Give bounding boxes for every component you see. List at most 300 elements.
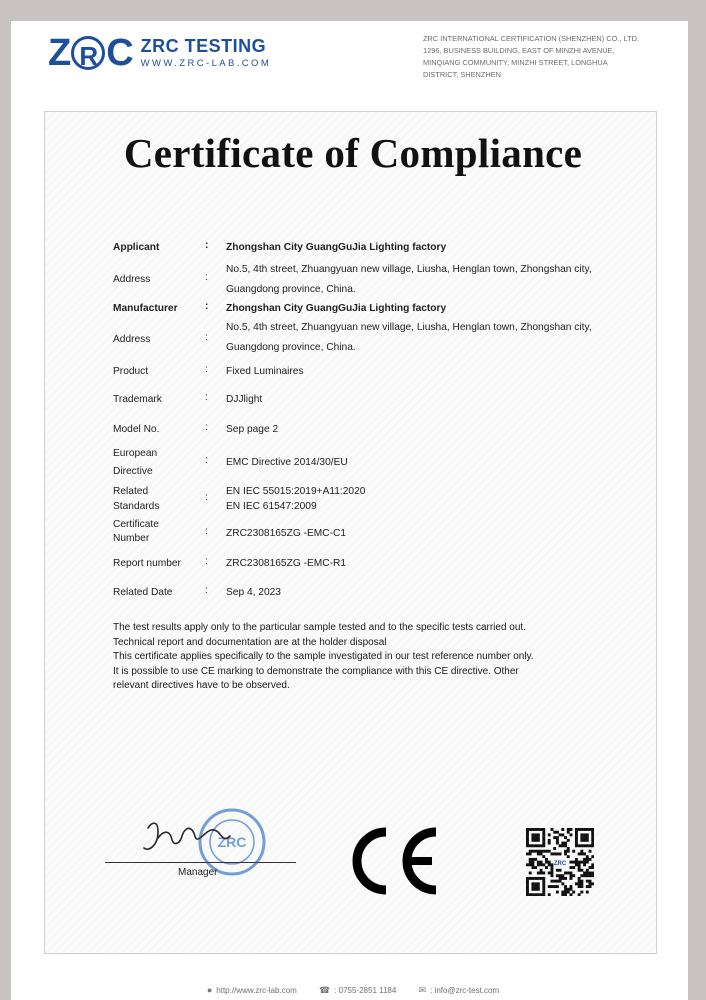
qr-module <box>575 833 578 836</box>
qr-module <box>572 850 575 853</box>
zrc-logo <box>48 31 271 75</box>
qr-module <box>556 891 559 894</box>
qr-module <box>561 882 564 885</box>
qr-module <box>570 893 573 896</box>
qr-module <box>534 836 537 839</box>
qr-module <box>575 858 578 861</box>
qr-module <box>580 882 583 885</box>
qr-module <box>578 852 581 855</box>
directive-value: EMC Directive 2014/30/EU <box>226 457 348 468</box>
qr-module <box>559 833 562 836</box>
qr-module <box>580 833 583 836</box>
qr-module <box>591 833 594 836</box>
qr-module <box>570 866 573 869</box>
qr-module <box>591 863 594 866</box>
certificate-number-label-line: Number <box>113 533 150 544</box>
qr-module <box>578 869 581 872</box>
qr-module <box>531 858 534 861</box>
footer-website <box>207 986 297 995</box>
certificate-number-label-line: Certificate <box>113 519 159 530</box>
applicant-label: Applicant <box>113 242 160 253</box>
qr-module <box>553 880 556 883</box>
qr-module <box>526 828 529 831</box>
company-line: ZRC INTERNATIONAL CERTIFICATION (SHENZHEN) CO., LTD. <box>423 34 639 43</box>
qr-module <box>531 863 534 866</box>
qr-module <box>583 833 586 836</box>
qr-module <box>537 885 540 888</box>
qr-module <box>591 866 594 869</box>
qr-module <box>586 828 589 831</box>
note-line: The test results apply only to the particular sample tested and to the specific tests carried out. <box>113 622 526 633</box>
phone-icon: ☎ <box>318 985 331 995</box>
qr-module <box>570 877 573 880</box>
qr-module <box>561 828 564 831</box>
footer-email <box>419 986 500 995</box>
qr-module <box>567 850 570 853</box>
brand-site: WWW.ZRC-LAB.COM <box>140 58 272 69</box>
qr-module <box>578 885 581 888</box>
qr-module <box>531 836 534 839</box>
qr-module <box>542 831 545 834</box>
qr-module <box>578 877 581 880</box>
qr-module <box>578 882 581 885</box>
qr-module <box>580 861 583 864</box>
qr-module <box>548 872 551 875</box>
qr-module <box>575 828 578 831</box>
qr-module <box>586 861 589 864</box>
qr-module <box>561 844 564 847</box>
qr-module <box>586 891 589 894</box>
qr-module <box>540 877 543 880</box>
qr-module <box>534 877 537 880</box>
qr-module <box>542 882 545 885</box>
phone-text: : 0755-2851 1184 <box>334 986 397 995</box>
report-number-value: ZRC2308165ZG -EMC-R1 <box>226 558 347 569</box>
brand-name: ZRC TESTING <box>140 36 267 56</box>
qr-module <box>575 861 578 864</box>
qr-module <box>548 861 551 864</box>
directive-label-line: Directive <box>113 466 153 477</box>
product-value: Fixed Luminaires <box>226 366 304 377</box>
address-label: Address <box>113 334 151 345</box>
qr-module <box>542 833 545 836</box>
qr-module <box>580 885 583 888</box>
qr-module <box>564 872 567 875</box>
signature-line <box>105 862 296 863</box>
qr-module <box>534 839 537 842</box>
qr-module <box>542 888 545 891</box>
website-text: http://www.zrc-lab.com <box>216 986 297 995</box>
qr-module <box>580 869 583 872</box>
qr-module <box>540 844 543 847</box>
qr-module <box>550 828 553 831</box>
qr-module <box>537 872 540 875</box>
qr-module <box>529 861 532 864</box>
report-number-label: Report number <box>113 558 181 569</box>
qr-module <box>567 891 570 894</box>
model-label: Model No. <box>113 424 160 435</box>
qr-module <box>564 842 567 845</box>
qr-module <box>567 872 570 875</box>
model-value: Sep page 2 <box>226 424 279 435</box>
qr-module <box>570 833 573 836</box>
qr-module <box>564 836 567 839</box>
qr-module <box>589 885 592 888</box>
company-address <box>423 33 649 81</box>
qr-module <box>586 855 589 858</box>
qr-module <box>570 828 573 831</box>
qr-module <box>578 861 581 864</box>
qr-module <box>580 852 583 855</box>
qr-module <box>531 893 534 896</box>
qr-module <box>580 874 583 877</box>
qr-module <box>578 828 581 831</box>
qr-module <box>540 869 543 872</box>
qr-module <box>564 852 567 855</box>
qr-module <box>526 877 529 880</box>
qr-module <box>575 839 578 842</box>
qr-module <box>542 828 545 831</box>
directive-label-line: European <box>113 448 158 459</box>
qr-module <box>531 850 534 853</box>
qr-module <box>534 885 537 888</box>
qr-module <box>531 877 534 880</box>
qr-module <box>526 836 529 839</box>
qr-module <box>531 828 534 831</box>
qr-module <box>529 858 532 861</box>
company-line: 1296, BUSINESS BUILDING, EAST OF MINZHI AVENUE, <box>423 46 615 55</box>
qr-module <box>540 893 543 896</box>
qr-module <box>550 872 553 875</box>
qr-module <box>561 877 564 880</box>
qr-module <box>583 874 586 877</box>
qr-module <box>529 850 532 853</box>
qr-module <box>531 882 534 885</box>
qr-module <box>559 869 562 872</box>
qr-module <box>567 847 570 850</box>
certificate-title: Certificate of Compliance <box>123 130 583 176</box>
qr-module <box>559 880 562 883</box>
certificate-number-label <box>113 518 203 546</box>
certificate-number-value: ZRC2308165ZG -EMC-C1 <box>226 528 347 539</box>
qr-module <box>526 882 529 885</box>
logo-letter-c: C <box>106 32 133 74</box>
qr-module <box>534 828 537 831</box>
qr-module <box>531 866 534 869</box>
standard-item: EN IEC 55015:2019+A11:2020 <box>226 486 366 497</box>
qr-module <box>575 882 578 885</box>
qr-module <box>564 893 567 896</box>
qr-module <box>542 872 545 875</box>
qr-module <box>591 828 594 831</box>
qr-module <box>526 863 529 866</box>
qr-module <box>580 836 583 839</box>
qr-module <box>564 850 567 853</box>
qr-module <box>537 888 540 891</box>
address-line: Guangdong province, China. <box>226 342 356 353</box>
qr-module <box>559 874 562 877</box>
qr-module <box>589 858 592 861</box>
signature-role: Manager <box>178 867 218 878</box>
footer <box>0 985 706 996</box>
qr-module <box>567 855 570 858</box>
address-line: Guangdong province, China. <box>226 284 356 295</box>
qr-module <box>570 861 573 864</box>
qr-module <box>531 833 534 836</box>
qr-module <box>531 885 534 888</box>
qr-module <box>537 836 540 839</box>
qr-module <box>548 893 551 896</box>
qr-module <box>540 863 543 866</box>
ce-mark-icon <box>348 826 444 896</box>
qr-module <box>548 839 551 842</box>
qr-module <box>556 839 559 842</box>
qr-module <box>586 885 589 888</box>
qr-module <box>589 866 592 869</box>
qr-module <box>537 893 540 896</box>
qr-module <box>542 885 545 888</box>
qr-module <box>548 885 551 888</box>
qr-module <box>553 885 556 888</box>
qr-module <box>591 882 594 885</box>
qr-module <box>526 844 529 847</box>
qr-module <box>537 861 540 864</box>
qr-module <box>589 850 592 853</box>
qr-module <box>589 844 592 847</box>
qr-module <box>540 828 543 831</box>
qr-module <box>542 842 545 845</box>
qr-module <box>556 842 559 845</box>
address-line: No.5, 4th street, Zhuangyuan new village, Liusha, Henglan town, Zhongshan city, <box>226 264 592 275</box>
qr-module <box>534 882 537 885</box>
qr-module <box>570 885 573 888</box>
qr-module <box>559 852 562 855</box>
qr-module <box>553 831 556 834</box>
qr-module <box>534 850 537 853</box>
qr-module <box>564 877 567 880</box>
qr-module <box>534 833 537 836</box>
qr-module <box>542 863 545 866</box>
qr-module <box>537 852 540 855</box>
qr-module <box>553 847 556 850</box>
manufacturer-label: Manufacturer <box>113 303 178 314</box>
date-value: Sep 4, 2023 <box>226 587 281 598</box>
qr-module <box>575 863 578 866</box>
qr-module <box>529 828 532 831</box>
qr-module <box>545 866 548 869</box>
qr-module <box>570 888 573 891</box>
qr-module <box>537 844 540 847</box>
qr-module <box>586 833 589 836</box>
qr-module <box>542 877 545 880</box>
qr-module <box>578 863 581 866</box>
qr-module <box>531 888 534 891</box>
qr-module <box>545 861 548 864</box>
qr-module <box>556 836 559 839</box>
qr-module <box>591 844 594 847</box>
qr-module <box>540 850 543 853</box>
qr-module <box>548 850 551 853</box>
qr-module <box>591 872 594 875</box>
qr-module <box>580 850 583 853</box>
qr-module <box>556 880 559 883</box>
qr-module <box>564 885 567 888</box>
qr-module <box>526 880 529 883</box>
qr-module <box>591 842 594 845</box>
qr-module <box>567 831 570 834</box>
qr-module <box>591 874 594 877</box>
standards-label-line: Related <box>113 486 149 497</box>
company-stamp <box>200 810 264 874</box>
qr-module <box>542 880 545 883</box>
qr-module <box>526 852 529 855</box>
qr-module <box>542 893 545 896</box>
qr-module <box>542 850 545 853</box>
qr-module <box>542 844 545 847</box>
qr-module <box>529 844 532 847</box>
qr-module <box>572 861 575 864</box>
qr-module <box>583 872 586 875</box>
qr-module <box>553 836 556 839</box>
qr-module <box>556 869 559 872</box>
qr-module <box>545 858 548 861</box>
qr-module <box>548 863 551 866</box>
applicant-value: Zhongshan City GuangGuJia Lighting factory <box>226 242 447 253</box>
product-label: Product <box>113 366 149 377</box>
certificate-notes <box>113 621 583 694</box>
qr-module <box>559 877 562 880</box>
qr-module <box>586 872 589 875</box>
qr-module <box>580 828 583 831</box>
standards-label-line: Standards <box>113 501 160 512</box>
qr-module <box>534 888 537 891</box>
qr-module <box>556 852 559 855</box>
date-label: Related Date <box>113 587 173 598</box>
trademark-value: DJJlight <box>226 394 263 405</box>
qr-module <box>540 872 543 875</box>
qr-module <box>564 891 567 894</box>
qr-module <box>589 874 592 877</box>
qr-module <box>526 839 529 842</box>
qr-module <box>537 850 540 853</box>
qr-module <box>550 869 553 872</box>
mail-icon: ✉ <box>418 985 427 995</box>
qr-module <box>589 872 592 875</box>
qr-module <box>583 863 586 866</box>
qr-module <box>561 833 564 836</box>
qr-module <box>550 885 553 888</box>
qr-module <box>534 858 537 861</box>
qr-module <box>561 891 564 894</box>
qr-module <box>529 877 532 880</box>
qr-module <box>583 861 586 864</box>
qr-module <box>534 893 537 896</box>
qr-module <box>586 874 589 877</box>
qr-module <box>580 880 583 883</box>
qr-module <box>526 831 529 834</box>
qr-module <box>526 885 529 888</box>
qr-module <box>570 874 573 877</box>
qr-module <box>575 844 578 847</box>
qr-module <box>578 893 581 896</box>
qr-module <box>583 839 586 842</box>
qr-module <box>542 839 545 842</box>
qr-module <box>553 852 556 855</box>
qr-module <box>564 844 567 847</box>
qr-module <box>537 833 540 836</box>
qr-module <box>586 839 589 842</box>
qr-module <box>589 882 592 885</box>
qr-module <box>586 869 589 872</box>
qr-module <box>591 836 594 839</box>
qr-module <box>575 831 578 834</box>
qr-module <box>556 874 559 877</box>
qr-module <box>534 866 537 869</box>
note-line: Technical report and documentation are at the holder disposal <box>113 636 387 648</box>
address-line: No.5, 4th street, Zhuangyuan new village, Liusha, Henglan town, Zhongshan city, <box>226 322 592 333</box>
qr-center-logo: ZRC <box>553 861 567 867</box>
qr-module <box>537 839 540 842</box>
logo-letter-r: R <box>71 36 105 70</box>
qr-module <box>583 844 586 847</box>
qr-module <box>572 891 575 894</box>
qr-module <box>550 880 553 883</box>
qr-module <box>575 842 578 845</box>
qr-module <box>526 893 529 896</box>
qr-module <box>583 858 586 861</box>
note-line: It is possible to use CE marking to demonstrate the compliance with this CE directive. Other <box>113 665 519 677</box>
qr-module <box>540 861 543 864</box>
qr-module <box>537 828 540 831</box>
qr-module <box>542 855 545 858</box>
qr-module <box>526 891 529 894</box>
qr-module <box>534 844 537 847</box>
qr-module <box>531 844 534 847</box>
standard-item: EN IEC 61547:2009 <box>226 501 317 512</box>
qr-module <box>572 874 575 877</box>
qr-module <box>531 839 534 842</box>
qr-module <box>537 882 540 885</box>
qr-module <box>578 866 581 869</box>
qr-module <box>567 888 570 891</box>
qr-module <box>529 893 532 896</box>
qr-module <box>583 828 586 831</box>
email-text: : info@zrc-test.com <box>430 986 500 995</box>
qr-module <box>567 839 570 842</box>
qr-module <box>545 850 548 853</box>
qr-module <box>540 852 543 855</box>
footer-phone <box>319 986 396 995</box>
qr-module <box>580 844 583 847</box>
address-label: Address <box>113 274 151 285</box>
qr-module <box>537 863 540 866</box>
qr-module <box>526 833 529 836</box>
qr-module <box>531 861 534 864</box>
qr-module <box>556 831 559 834</box>
qr-module <box>580 839 583 842</box>
qr-module <box>583 852 586 855</box>
qr-module <box>591 839 594 842</box>
qr-module <box>591 831 594 834</box>
qr-module <box>578 880 581 883</box>
qr-module <box>529 863 532 866</box>
directive-label <box>113 445 203 481</box>
qr-module <box>550 852 553 855</box>
trademark-label: Trademark <box>113 394 162 405</box>
qr-module <box>542 836 545 839</box>
qr-module <box>580 891 583 894</box>
qr-module <box>561 893 564 896</box>
